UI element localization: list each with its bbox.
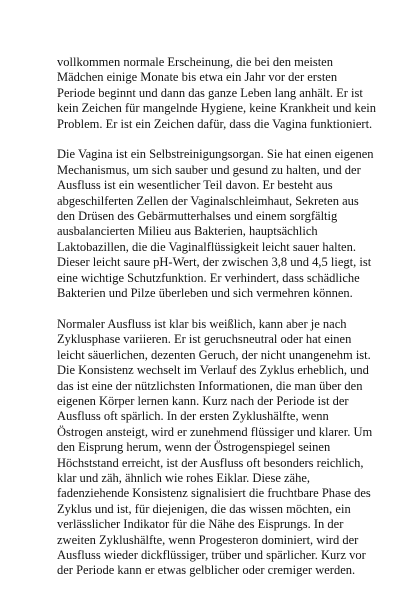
text-line: Die Konsistenz wechselt im Verlauf des Zyklus erheblich, und xyxy=(57,363,369,378)
text-line: eine wichtige Schutzfunktion. Er verhindert, dass schädliche xyxy=(57,270,360,285)
text-line: klar und zäh, ähnlich wie rohes Eiklar. Diese zähe, xyxy=(57,470,311,485)
text-line: ausbalancierten Milieu aus Bakterien, hauptsächlich xyxy=(57,224,318,239)
text-line: Mechanismus, um sich sauber und gesund zu halten, und der xyxy=(57,162,361,177)
text-line: Zyklus und ist, für diejenigen, die das wissen möchten, ein xyxy=(57,501,351,516)
text-line: Periode beginnt und dann das ganze Leben lang anhält. Er ist xyxy=(57,85,363,100)
text-line: leicht säuerlichen, dezenten Geruch, der nicht unangenehm ist. xyxy=(57,347,371,362)
text-line: abgeschilferten Zellen der Vaginalschleimhaut, Sekreten aus xyxy=(57,193,359,208)
text-line: verlässlicher Indikator für die Nähe des Eisprungs. In der xyxy=(57,517,344,532)
text-line: Normaler Ausfluss ist klar bis weißlich, kann aber je nach xyxy=(57,316,347,331)
paragraph-1 xyxy=(57,55,376,132)
text-line: Dieser leicht saure pH-Wert, der zwischen 3,8 und 4,5 liegt, ist xyxy=(57,255,372,270)
text-line: Die Vagina ist ein Selbstreinigungsorgan. Sie hat einen eigenen xyxy=(57,147,374,162)
text-line: Problem. Er ist ein Zeichen dafür, dass die Vagina funktioniert. xyxy=(57,116,373,131)
text-line: Ausfluss wieder dickflüssiger, trüber und spärlicher. Kurz vor xyxy=(57,547,366,562)
text-line: Höchststand erreicht, ist der Ausfluss oft besonders reichlich, xyxy=(57,455,364,470)
text-line: den Drüsen des Gebärmutterhalses und einem sorgfältig xyxy=(57,209,338,224)
text-line: Zyklusphase variieren. Er ist geruchsneutral oder hat einen xyxy=(57,332,352,347)
text-line: Ausfluss ist ein wesentlicher Teil davon. Er besteht aus xyxy=(57,178,333,193)
text-line: Laktobazillen, die die Vaginalflüssigkeit leicht sauer halten. xyxy=(57,239,356,254)
paragraph-2 xyxy=(57,147,374,301)
text-line: vollkommen normale Erscheinung, die bei den meisten xyxy=(57,55,333,69)
text-line: eigenen Körper lernen kann. Kurz nach der Periode ist der xyxy=(57,393,349,408)
paragraph-3 xyxy=(57,316,373,579)
text-line: zweiten Zyklushälfte, wenn Progesteron dominiert, wird der xyxy=(57,532,359,547)
text-line: Ausfluss oft spärlich. In der ersten Zyklushälfte, wenn xyxy=(57,409,329,424)
text-line: kein Zeichen für mangelnde Hygiene, keine Krankheit und kein xyxy=(57,101,376,116)
text-line: der Periode kann er etwas gelblicher oder cremiger werden. xyxy=(57,563,356,578)
text-line: den Eisprung herum, wenn der Östrogenspiegel seinen xyxy=(57,440,331,455)
text-line: das ist eine der nützlichsten Informationen, die man über den xyxy=(57,378,363,393)
body-text xyxy=(57,55,376,594)
text-line: fadenziehende Konsistenz signalisiert die fruchtbare Phase des xyxy=(57,486,371,501)
text-line: Bakterien und Pilze überleben und sich vermehren können. xyxy=(57,286,353,301)
text-line: Östrogen ansteigt, wird er zunehmend flüssiger und klarer. Um xyxy=(57,424,373,439)
text-line: Mädchen einige Monate bis etwa ein Jahr vor der ersten xyxy=(57,70,338,85)
